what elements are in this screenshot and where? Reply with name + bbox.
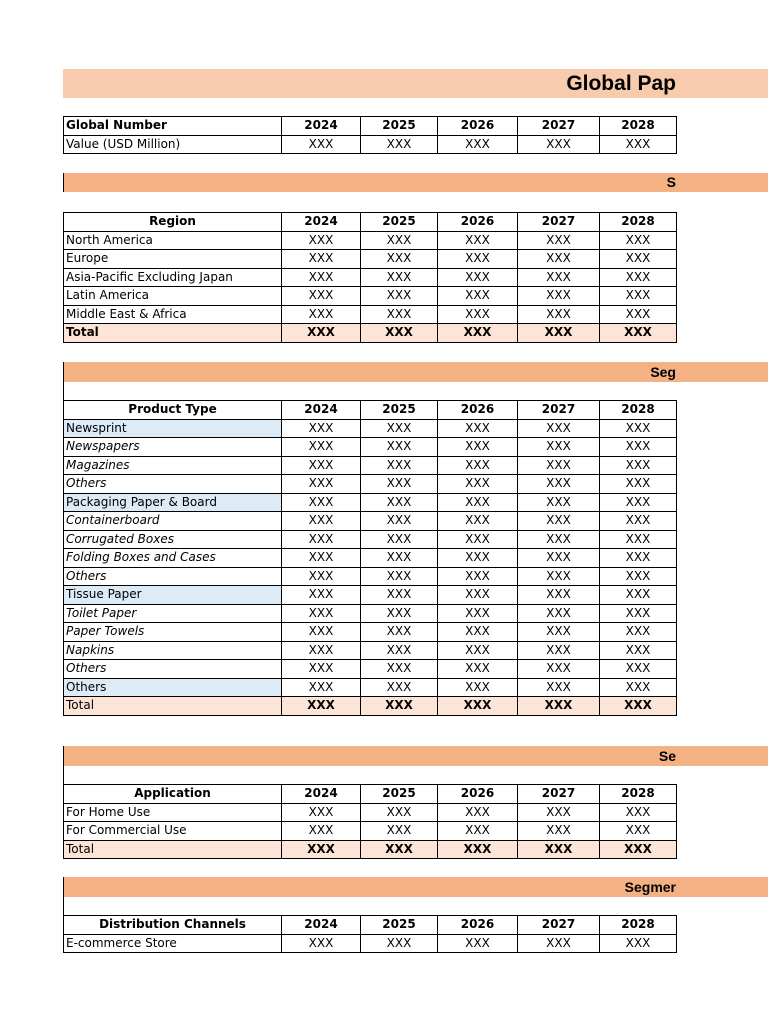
total-value: XXX — [282, 697, 361, 716]
cell-value: XXX — [361, 305, 438, 324]
row-label: Containerboard — [64, 512, 282, 531]
cell-value: XXX — [438, 803, 518, 822]
table-row — [64, 567, 677, 586]
column-header-label: Region — [64, 213, 282, 232]
table-header-row — [64, 117, 677, 136]
table-row — [64, 493, 677, 512]
section-rule — [63, 746, 64, 784]
cell-value: XXX — [600, 822, 677, 841]
cell-value: XXX — [518, 530, 600, 549]
cell-value: XXX — [600, 287, 677, 306]
cell-value: XXX — [282, 822, 361, 841]
cell-value: XXX — [361, 493, 438, 512]
row-label: For Home Use — [64, 803, 282, 822]
table-row — [64, 438, 677, 457]
cell-value: XXX — [518, 475, 600, 494]
cell-value: XXX — [361, 135, 438, 154]
column-header-year: 2028 — [600, 117, 677, 136]
row-label: Latin America — [64, 287, 282, 306]
column-header-label: Distribution Channels — [64, 916, 282, 935]
cell-value: XXX — [361, 512, 438, 531]
cell-value: XXX — [438, 641, 518, 660]
table-row — [64, 135, 677, 154]
cell-value: XXX — [438, 822, 518, 841]
column-header-year: 2026 — [438, 916, 518, 935]
cell-value: XXX — [600, 456, 677, 475]
row-label: Corrugated Boxes — [64, 530, 282, 549]
cell-value: XXX — [361, 250, 438, 269]
table-row — [64, 660, 677, 679]
cell-value: XXX — [438, 567, 518, 586]
column-header-year: 2025 — [361, 401, 438, 420]
column-header-year: 2025 — [361, 117, 438, 136]
total-value: XXX — [518, 697, 600, 716]
cell-value: XXX — [282, 934, 361, 953]
total-value: XXX — [518, 840, 600, 859]
cell-value: XXX — [518, 512, 600, 531]
row-label: North America — [64, 231, 282, 250]
column-header-year: 2025 — [361, 213, 438, 232]
row-label: Others — [64, 678, 282, 697]
application-table — [63, 784, 677, 859]
cell-value: XXX — [438, 231, 518, 250]
column-header-year: 2027 — [518, 213, 600, 232]
cell-value: XXX — [438, 250, 518, 269]
cell-value: XXX — [518, 268, 600, 287]
page-title: Global Pap — [566, 72, 676, 95]
column-header-year: 2028 — [600, 401, 677, 420]
cell-value: XXX — [518, 567, 600, 586]
cell-value: XXX — [518, 678, 600, 697]
cell-value: XXX — [438, 475, 518, 494]
column-header-year: 2028 — [600, 213, 677, 232]
cell-value: XXX — [438, 135, 518, 154]
row-label: Magazines — [64, 456, 282, 475]
table-row — [64, 231, 677, 250]
column-header-year: 2024 — [282, 401, 361, 420]
row-label: Toilet Paper — [64, 604, 282, 623]
cell-value: XXX — [600, 678, 677, 697]
cell-value: XXX — [282, 660, 361, 679]
cell-value: XXX — [518, 493, 600, 512]
cell-value: XXX — [282, 250, 361, 269]
table-row — [64, 287, 677, 306]
column-header-year: 2028 — [600, 785, 677, 804]
cell-value: XXX — [282, 268, 361, 287]
section-band-region — [63, 173, 768, 192]
cell-value: XXX — [282, 567, 361, 586]
cell-value: XXX — [361, 586, 438, 605]
cell-value: XXX — [282, 604, 361, 623]
cell-value: XXX — [438, 549, 518, 568]
cell-value: XXX — [361, 475, 438, 494]
cell-value: XXX — [438, 604, 518, 623]
cell-value: XXX — [361, 287, 438, 306]
cell-value: XXX — [438, 530, 518, 549]
cell-value: XXX — [600, 493, 677, 512]
cell-value: XXX — [518, 250, 600, 269]
cell-value: XXX — [518, 623, 600, 642]
table-row — [64, 623, 677, 642]
section-heading-product: Seg — [650, 364, 676, 380]
cell-value: XXX — [600, 549, 677, 568]
cell-value: XXX — [518, 231, 600, 250]
cell-value: XXX — [361, 456, 438, 475]
cell-value: XXX — [518, 419, 600, 438]
table-row — [64, 586, 677, 605]
column-header-year: 2025 — [361, 916, 438, 935]
table-row — [64, 530, 677, 549]
row-label: Napkins — [64, 641, 282, 660]
table-row — [64, 268, 677, 287]
cell-value: XXX — [361, 822, 438, 841]
cell-value: XXX — [438, 419, 518, 438]
cell-value: XXX — [282, 493, 361, 512]
total-value: XXX — [600, 697, 677, 716]
column-header-year: 2027 — [518, 117, 600, 136]
cell-value: XXX — [600, 268, 677, 287]
cell-value: XXX — [600, 623, 677, 642]
column-header-year: 2024 — [282, 785, 361, 804]
row-label: Paper Towels — [64, 623, 282, 642]
cell-value: XXX — [438, 660, 518, 679]
cell-value: XXX — [361, 231, 438, 250]
cell-value: XXX — [600, 660, 677, 679]
cell-value: XXX — [518, 549, 600, 568]
cell-value: XXX — [600, 250, 677, 269]
table-header-row — [64, 213, 677, 232]
cell-value: XXX — [361, 934, 438, 953]
total-value: XXX — [361, 697, 438, 716]
table-header-row — [64, 401, 677, 420]
cell-value: XXX — [600, 803, 677, 822]
table-row — [64, 512, 677, 531]
row-label: Packaging Paper & Board — [64, 493, 282, 512]
column-header-year: 2026 — [438, 401, 518, 420]
total-value: XXX — [438, 324, 518, 343]
table-row — [64, 456, 677, 475]
cell-value: XXX — [600, 934, 677, 953]
column-header-year: 2027 — [518, 916, 600, 935]
cell-value: XXX — [518, 438, 600, 457]
title-band — [63, 69, 768, 98]
cell-value: XXX — [361, 419, 438, 438]
cell-value: XXX — [361, 530, 438, 549]
cell-value: XXX — [438, 438, 518, 457]
table-row — [64, 549, 677, 568]
total-value: XXX — [361, 840, 438, 859]
cell-value: XXX — [438, 287, 518, 306]
cell-value: XXX — [438, 586, 518, 605]
cell-value: XXX — [600, 641, 677, 660]
cell-value: XXX — [518, 934, 600, 953]
cell-value: XXX — [282, 456, 361, 475]
section-rule — [63, 877, 64, 915]
cell-value: XXX — [600, 438, 677, 457]
column-header-year: 2024 — [282, 213, 361, 232]
section-heading-distribution: Segmer — [624, 879, 676, 895]
cell-value: XXX — [518, 604, 600, 623]
cell-value: XXX — [600, 419, 677, 438]
table-row — [64, 934, 677, 953]
cell-value: XXX — [361, 623, 438, 642]
column-header-label: Application — [64, 785, 282, 804]
cell-value: XXX — [282, 678, 361, 697]
total-label: Total — [64, 840, 282, 859]
cell-value: XXX — [282, 641, 361, 660]
cell-value: XXX — [438, 623, 518, 642]
section-band-application — [63, 746, 768, 766]
cell-value: XXX — [282, 512, 361, 531]
row-label: E-commerce Store — [64, 934, 282, 953]
total-value: XXX — [282, 840, 361, 859]
cell-value: XXX — [600, 231, 677, 250]
cell-value: XXX — [600, 586, 677, 605]
table-row — [64, 641, 677, 660]
cell-value: XXX — [600, 604, 677, 623]
section-heading-application: Se — [658, 748, 676, 764]
cell-value: XXX — [361, 549, 438, 568]
cell-value: XXX — [361, 803, 438, 822]
row-label: Others — [64, 567, 282, 586]
cell-value: XXX — [282, 419, 361, 438]
total-value: XXX — [518, 324, 600, 343]
cell-value: XXX — [518, 456, 600, 475]
row-label: Value (USD Million) — [64, 135, 282, 154]
section-rule — [63, 173, 64, 192]
section-band-distribution — [63, 877, 768, 897]
cell-value: XXX — [438, 678, 518, 697]
total-value: XXX — [600, 840, 677, 859]
column-header-year: 2026 — [438, 785, 518, 804]
cell-value: XXX — [282, 586, 361, 605]
row-label: Others — [64, 475, 282, 494]
table-row — [64, 822, 677, 841]
row-label: Others — [64, 660, 282, 679]
total-value: XXX — [438, 697, 518, 716]
column-header-year: 2026 — [438, 213, 518, 232]
total-value: XXX — [361, 324, 438, 343]
table-row — [64, 803, 677, 822]
column-header-year: 2026 — [438, 117, 518, 136]
column-header-year: 2028 — [600, 916, 677, 935]
column-header-label: Product Type — [64, 401, 282, 420]
cell-value: XXX — [518, 641, 600, 660]
cell-value: XXX — [361, 660, 438, 679]
cell-value: XXX — [361, 604, 438, 623]
row-label: Newsprint — [64, 419, 282, 438]
table-row — [64, 678, 677, 697]
table-row — [64, 250, 677, 269]
cell-value: XXX — [282, 135, 361, 154]
global-number-table — [63, 116, 677, 154]
cell-value: XXX — [282, 475, 361, 494]
region-table — [63, 212, 677, 343]
cell-value: XXX — [282, 231, 361, 250]
cell-value: XXX — [438, 512, 518, 531]
table-row — [64, 604, 677, 623]
table-row — [64, 419, 677, 438]
cell-value: XXX — [600, 305, 677, 324]
row-label: Tissue Paper — [64, 586, 282, 605]
cell-value: XXX — [438, 934, 518, 953]
row-label: Asia-Pacific Excluding Japan — [64, 268, 282, 287]
total-row — [64, 324, 677, 343]
total-label: Total — [64, 324, 282, 343]
product-type-table — [63, 400, 677, 716]
total-row — [64, 840, 677, 859]
section-band-product — [63, 362, 768, 382]
cell-value: XXX — [282, 549, 361, 568]
column-header-label: Global Number — [64, 117, 282, 136]
column-header-year: 2027 — [518, 785, 600, 804]
column-header-year: 2025 — [361, 785, 438, 804]
table-row — [64, 305, 677, 324]
table-header-row — [64, 785, 677, 804]
cell-value: XXX — [282, 803, 361, 822]
total-label: Total — [64, 697, 282, 716]
cell-value: XXX — [282, 305, 361, 324]
cell-value: XXX — [600, 512, 677, 531]
cell-value: XXX — [600, 135, 677, 154]
row-label: Europe — [64, 250, 282, 269]
total-value: XXX — [600, 324, 677, 343]
cell-value: XXX — [438, 456, 518, 475]
column-header-year: 2024 — [282, 916, 361, 935]
cell-value: XXX — [600, 530, 677, 549]
cell-value: XXX — [361, 268, 438, 287]
cell-value: XXX — [518, 803, 600, 822]
total-row — [64, 697, 677, 716]
cell-value: XXX — [518, 586, 600, 605]
column-header-year: 2024 — [282, 117, 361, 136]
cell-value: XXX — [282, 530, 361, 549]
total-value: XXX — [438, 840, 518, 859]
cell-value: XXX — [282, 438, 361, 457]
row-label: Folding Boxes and Cases — [64, 549, 282, 568]
cell-value: XXX — [518, 287, 600, 306]
cell-value: XXX — [518, 822, 600, 841]
cell-value: XXX — [600, 475, 677, 494]
cell-value: XXX — [600, 567, 677, 586]
distribution-channels-table — [63, 915, 677, 953]
cell-value: XXX — [361, 641, 438, 660]
cell-value: XXX — [438, 305, 518, 324]
cell-value: XXX — [518, 305, 600, 324]
row-label: Middle East & Africa — [64, 305, 282, 324]
column-header-year: 2027 — [518, 401, 600, 420]
section-heading-region: S — [666, 174, 676, 190]
table-header-row — [64, 916, 677, 935]
total-value: XXX — [282, 324, 361, 343]
cell-value: XXX — [361, 438, 438, 457]
cell-value: XXX — [361, 567, 438, 586]
cell-value: XXX — [518, 660, 600, 679]
cell-value: XXX — [518, 135, 600, 154]
row-label: For Commercial Use — [64, 822, 282, 841]
cell-value: XXX — [438, 268, 518, 287]
row-label: Newspapers — [64, 438, 282, 457]
cell-value: XXX — [282, 623, 361, 642]
cell-value: XXX — [282, 287, 361, 306]
cell-value: XXX — [438, 493, 518, 512]
cell-value: XXX — [361, 678, 438, 697]
table-row — [64, 475, 677, 494]
section-rule — [63, 362, 64, 400]
